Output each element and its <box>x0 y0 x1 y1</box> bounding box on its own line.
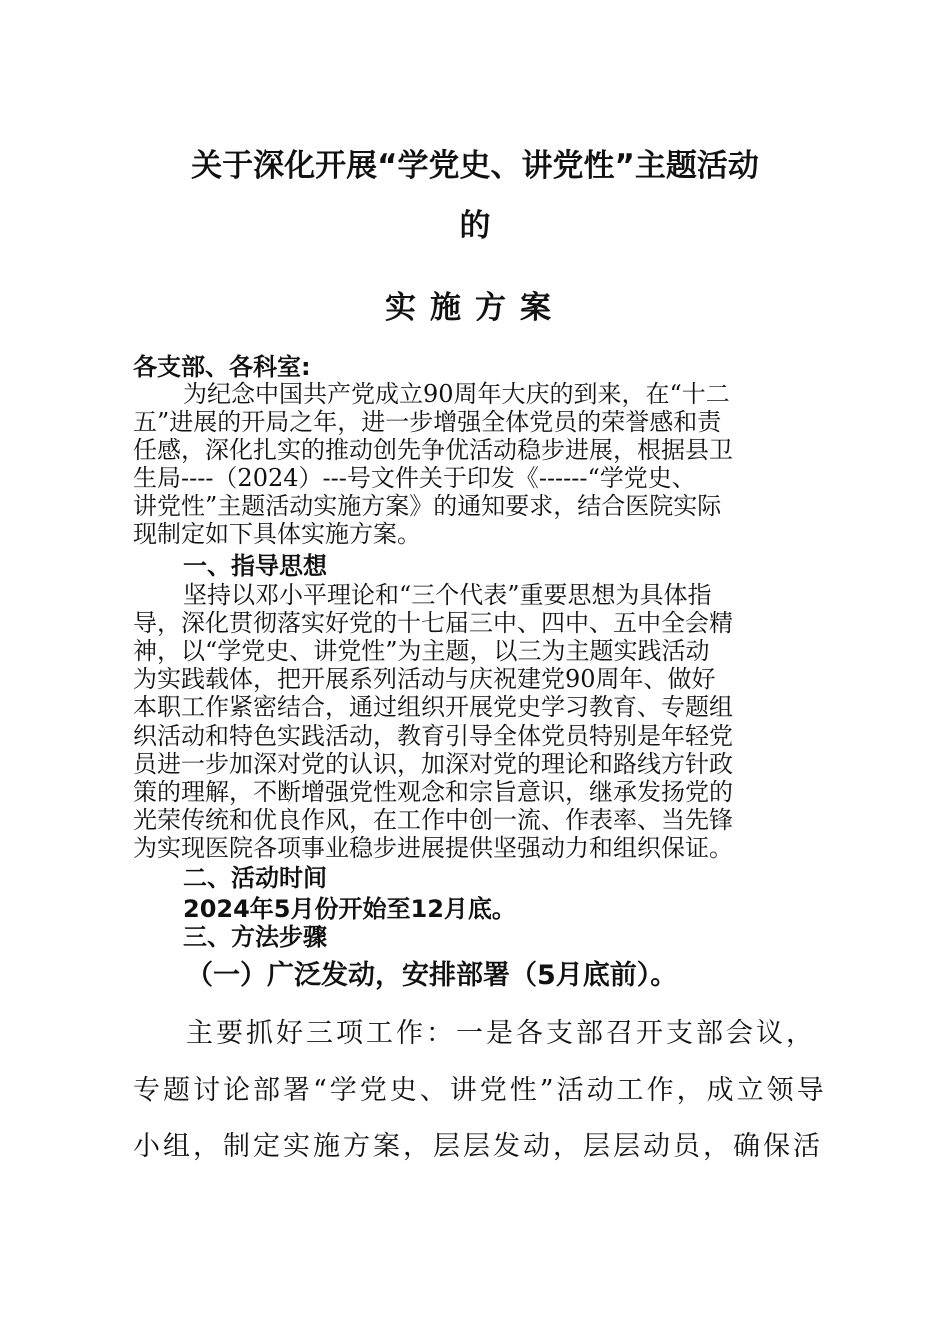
section1-line: 本职工作紧密结合，通过组织开展党史学习教育、专题组 <box>133 693 733 721</box>
section-heading-activity-time: 二、活动时间 <box>183 864 327 892</box>
intro-line: 任感，深化扎实的推动创先争优活动稳步进展，根据县卫 <box>133 436 733 464</box>
intro-line: 现制定如下具体实施方案。 <box>133 520 421 548</box>
activity-time-text: 2024年5月份开始至12月底。 <box>183 895 516 923</box>
intro-line: 为纪念中国共产党成立90周年大庆的到来，在“十二 <box>183 380 730 408</box>
section1-line: 光荣传统和优良作风，在工作中创一流、作表率、当先锋 <box>133 806 733 834</box>
subsection-heading-1: （一）广泛发动，安排部署（5月底前）。 <box>186 960 678 991</box>
salutation: 各支部、各科室: <box>133 353 311 381</box>
section3-line: 主要抓好三项工作：一是各支部召开支部会议， <box>186 1018 816 1049</box>
section-heading-guiding-thought: 一、指导思想 <box>183 552 327 580</box>
section3-line: 小组，制定实施方案，层层发动，层层动员，确保活 <box>133 1131 823 1162</box>
section3-line: 专题讨论部署“学党史、讲党性”活动工作，成立领导 <box>133 1075 827 1106</box>
section-heading-method-steps: 三、方法步骤 <box>183 923 327 951</box>
section1-line: 神，以“学党史、讲党性”为主题，以三为主题实践活动 <box>133 637 710 665</box>
section1-line: 为实践载体，把开展系列活动与庆祝建党90周年、做好 <box>133 665 716 693</box>
section1-line: 员进一步加深对党的认识，加深对党的理论和路线方针政 <box>133 750 733 778</box>
section1-line: 策的理解，不断增强党性观念和宗旨意识，继承发扬党的 <box>133 778 733 806</box>
document-title-line-1: 关于深化开展“学党史、讲党性”主题活动 <box>191 148 759 184</box>
section1-line: 坚持以邓小平理论和“三个代表”重要思想为具体指 <box>183 581 712 609</box>
intro-line: 生局----（2024）---号文件关于印发《------“学党史、 <box>133 464 696 492</box>
document-title-line-2: 的 <box>459 208 491 244</box>
document-title-line-3: 实施方案 <box>385 290 565 326</box>
intro-line: 讲党性”主题活动实施方案》的通知要求，结合医院实际 <box>133 492 722 520</box>
section1-line: 为实现医院各项事业稳步进展提供坚强动力和组织保证。 <box>133 834 733 862</box>
section1-line: 织活动和特色实践活动，教育引导全体党员特别是年轻党 <box>133 722 733 750</box>
intro-line: 五”进展的开局之年，进一步增强全体党员的荣誉感和责 <box>133 408 722 436</box>
section1-line: 导，深化贯彻落实好党的十七届三中、四中、五中全会精 <box>133 609 733 637</box>
